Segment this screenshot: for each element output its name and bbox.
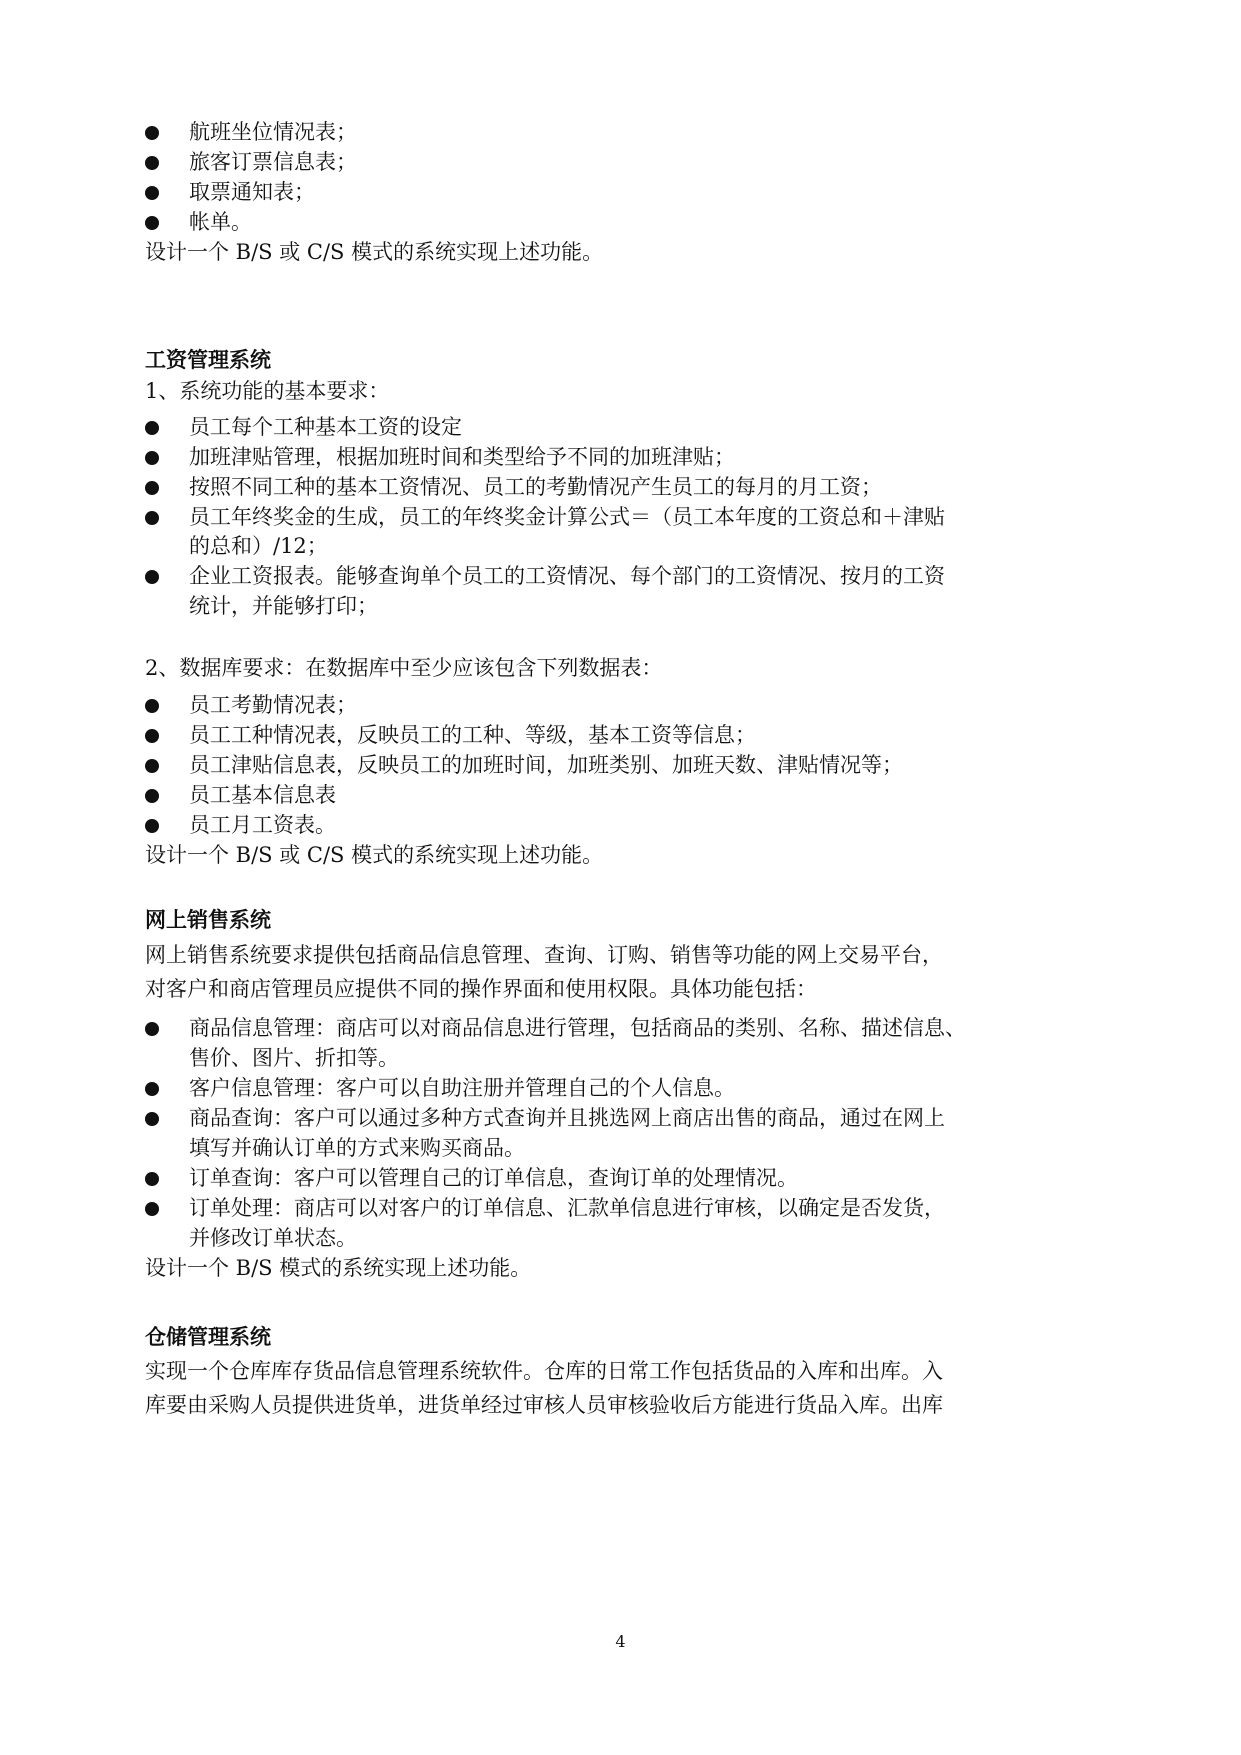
list-item: 取票通知表； [189,180,315,204]
section-heading-salary: 工资管理系统 [145,348,271,372]
list-item-continuation: 并修改订单状态。 [189,1226,357,1250]
bullet [145,819,159,833]
list-item: 企业工资报表。能够查询单个员工的工资情况、每个部门的工资情况、按月的工资 [189,564,945,588]
list-item: 航班坐位情况表； [189,120,357,144]
paragraph-line: 网上销售系统要求提供包括商品信息管理、查询、订购、销售等功能的网上交易平台， [145,943,943,967]
list-item: 员工基本信息表 [189,783,336,807]
list-item-continuation: 售价、图片、折扣等。 [189,1046,399,1070]
section-heading-online: 网上销售系统 [145,908,271,932]
bullet [145,729,159,743]
bullet [145,156,159,170]
bullet [145,126,159,140]
bullet [145,511,159,525]
paragraph-line: 对客户和商店管理员应提供不同的操作界面和使用权限。具体功能包括： [145,977,817,1001]
bullet [145,451,159,465]
list-item: 商品信息管理：商店可以对商品信息进行管理，包括商品的类别、名称、描述信息、 [189,1016,966,1040]
paragraph: 设计一个 B/S 或 C/S 模式的系统实现上述功能。 [145,843,604,867]
paragraph: 设计一个 B/S 或 C/S 模式的系统实现上述功能。 [145,240,604,264]
bullet [145,1022,159,1036]
paragraph: 设计一个 B/S 模式的系统实现上述功能。 [145,1256,532,1280]
list-item-continuation: 填写并确认订单的方式来购买商品。 [189,1136,525,1160]
list-item: 员工月工资表。 [189,813,336,837]
list-item-continuation: 的总和）/12； [189,534,328,558]
page-number: 4 [615,1632,626,1651]
bullet [145,759,159,773]
bullet [145,481,159,495]
section-heading-warehouse: 仓储管理系统 [145,1325,271,1349]
bullet [145,216,159,230]
list-item: 员工考勤情况表； [189,693,357,717]
bullet [145,186,159,200]
list-item: 订单查询：客户可以管理自己的订单信息，查询订单的处理情况。 [189,1166,798,1190]
list-item: 按照不同工种的基本工资情况、员工的考勤情况产生员工的每月的月工资； [189,475,882,499]
paragraph-line: 库要由采购人员提供进货单，进货单经过审核人员审核验收后方能进行货品入库。出库 [145,1393,943,1417]
list-item: 员工年终奖金的生成，员工的年终奖金计算公式＝（员工本年度的工资总和＋津贴 [189,505,945,529]
list-item: 员工工种情况表，反映员工的工种、等级，基本工资等信息； [189,723,756,747]
list-item: 员工津贴信息表，反映员工的加班时间，加班类别、加班天数、津贴情况等； [189,753,903,777]
bullet [145,1172,159,1186]
list-item: 加班津贴管理，根据加班时间和类型给予不同的加班津贴； [189,445,735,469]
list-item: 员工每个工种基本工资的设定 [189,415,462,439]
list-item: 商品查询：客户可以通过多种方式查询并且挑选网上商店出售的商品，通过在网上 [189,1106,945,1130]
bullet [145,699,159,713]
bullet [145,421,159,435]
paragraph: 2、数据库要求：在数据库中至少应该包含下列数据表： [145,656,663,680]
bullet [145,1112,159,1126]
paragraph: 1、系统功能的基本要求： [145,379,390,403]
bullet [145,789,159,803]
paragraph-line: 实现一个仓库库存货品信息管理系统软件。仓库的日常工作包括货品的入库和出库。入 [145,1359,943,1383]
bullet [145,1202,159,1216]
bullet [145,1082,159,1096]
list-item: 帐单。 [189,210,252,234]
list-item: 客户信息管理：客户可以自助注册并管理自己的个人信息。 [189,1076,735,1100]
list-item-continuation: 统计，并能够打印； [189,594,378,618]
list-item: 旅客订票信息表； [189,150,357,174]
bullet [145,570,159,584]
list-item: 订单处理：商店可以对客户的订单信息、汇款单信息进行审核，以确定是否发货， [189,1196,945,1220]
